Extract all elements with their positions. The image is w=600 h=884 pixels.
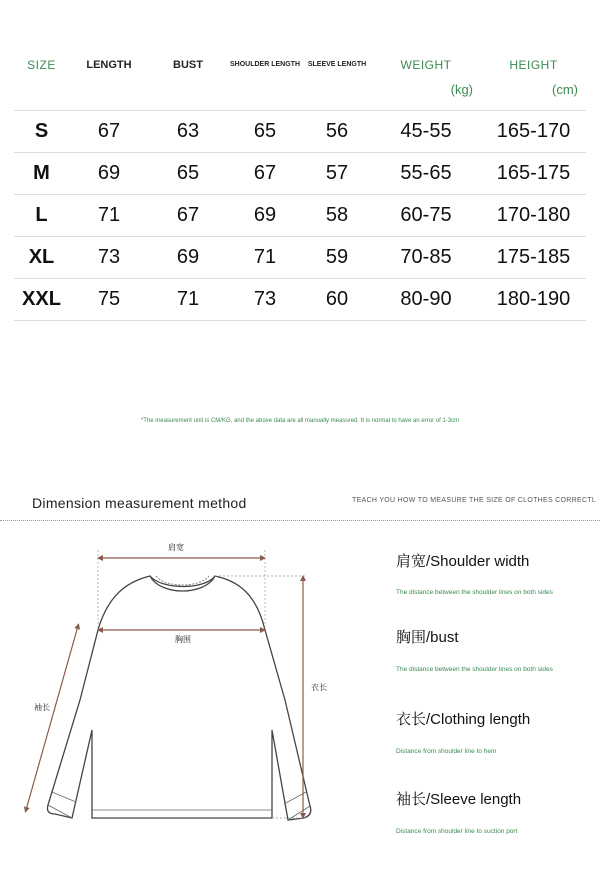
cell-weight: 45-55: [371, 111, 481, 153]
cell-height: 170-180: [481, 195, 586, 237]
table-row: [14, 153, 586, 195]
unit-height: (cm): [481, 82, 586, 111]
cell-shoulder: 71: [227, 237, 303, 279]
cell-height: 165-175: [481, 153, 586, 195]
label-length: 衣长: [311, 683, 327, 692]
annotation-length-desc: Distance from shoulder line to hem: [396, 748, 497, 755]
annotation-sleeve-title: 袖长/Sleeve length: [396, 791, 522, 808]
cell-shoulder: 65: [227, 111, 303, 153]
annotation-shoulder-desc: The distance between the shoulder lines on both sides: [396, 589, 553, 596]
cell-shoulder: 69: [227, 195, 303, 237]
size-chart-table: [14, 48, 586, 321]
cell-sleeve: 60: [303, 279, 371, 321]
method-title: Dimension measurement method: [32, 495, 247, 511]
cell-bust: 67: [149, 195, 227, 237]
annotation-sleeve-desc: Distance from shoulder line to suction port: [396, 828, 518, 835]
label-bust: 胸围: [175, 635, 191, 644]
cell-size: L: [14, 195, 69, 237]
annotation-shoulder-title: 肩宽/Shoulder width: [396, 553, 530, 570]
cell-sleeve: 59: [303, 237, 371, 279]
method-teach-text: TEACH YOU HOW TO MEASURE THE SIZE OF CLOTHES CORRECTL: [352, 497, 597, 504]
cell-length: 75: [69, 279, 149, 321]
cell-sleeve: 58: [303, 195, 371, 237]
annotation-bust-desc: The distance between the shoulder lines on both sides: [396, 666, 553, 673]
cell-sleeve: 57: [303, 153, 371, 195]
cell-length: 69: [69, 153, 149, 195]
cell-length: 67: [69, 111, 149, 153]
cell-shoulder: 73: [227, 279, 303, 321]
header-size: SIZE: [27, 58, 56, 72]
sweatshirt-outline: [47, 576, 310, 820]
cell-weight: 70-85: [371, 237, 481, 279]
cell-height: 165-170: [481, 111, 586, 153]
table-row: [14, 279, 586, 321]
cell-size: M: [14, 153, 69, 195]
dotted-divider: [0, 520, 600, 521]
table-row: [14, 111, 586, 153]
cell-shoulder: 67: [227, 153, 303, 195]
header-height: HEIGHT: [509, 58, 558, 72]
header-weight: WEIGHT: [400, 58, 452, 72]
cell-weight: 60-75: [371, 195, 481, 237]
cell-weight: 55-65: [371, 153, 481, 195]
cell-height: 180-190: [481, 279, 586, 321]
table-row: [14, 195, 586, 237]
cell-height: 175-185: [481, 237, 586, 279]
cell-size: XXL: [14, 279, 69, 321]
annotation-bust-title: 胸围/bust: [396, 629, 459, 646]
header-sleeve-length: SLEEVE LENGTH: [307, 61, 367, 68]
cell-length: 73: [69, 237, 149, 279]
cell-size: XL: [14, 237, 69, 279]
label-sleeve: 袖长: [34, 703, 50, 712]
cell-weight: 80-90: [371, 279, 481, 321]
header-length: LENGTH: [86, 59, 132, 71]
header-shoulder-length: SHOULDER LENGTH: [230, 61, 300, 68]
annotation-length-title: 衣长/Clothing length: [396, 711, 531, 728]
cell-bust: 71: [149, 279, 227, 321]
label-shoulder: 肩宽: [168, 543, 184, 552]
table-units-row: [14, 82, 586, 111]
measurement-note: *The measurement unit is CM/KG, and the above data are all manually measured. It is normal to have an error of 1-3cm: [140, 418, 460, 424]
cell-length: 71: [69, 195, 149, 237]
unit-weight: (kg): [371, 82, 481, 111]
table-row: [14, 237, 586, 279]
cell-bust: 63: [149, 111, 227, 153]
cell-bust: 69: [149, 237, 227, 279]
cell-sleeve: 56: [303, 111, 371, 153]
header-bust: BUST: [173, 59, 203, 71]
cell-bust: 65: [149, 153, 227, 195]
cell-size: S: [14, 111, 69, 153]
table-header-row: [14, 48, 586, 82]
